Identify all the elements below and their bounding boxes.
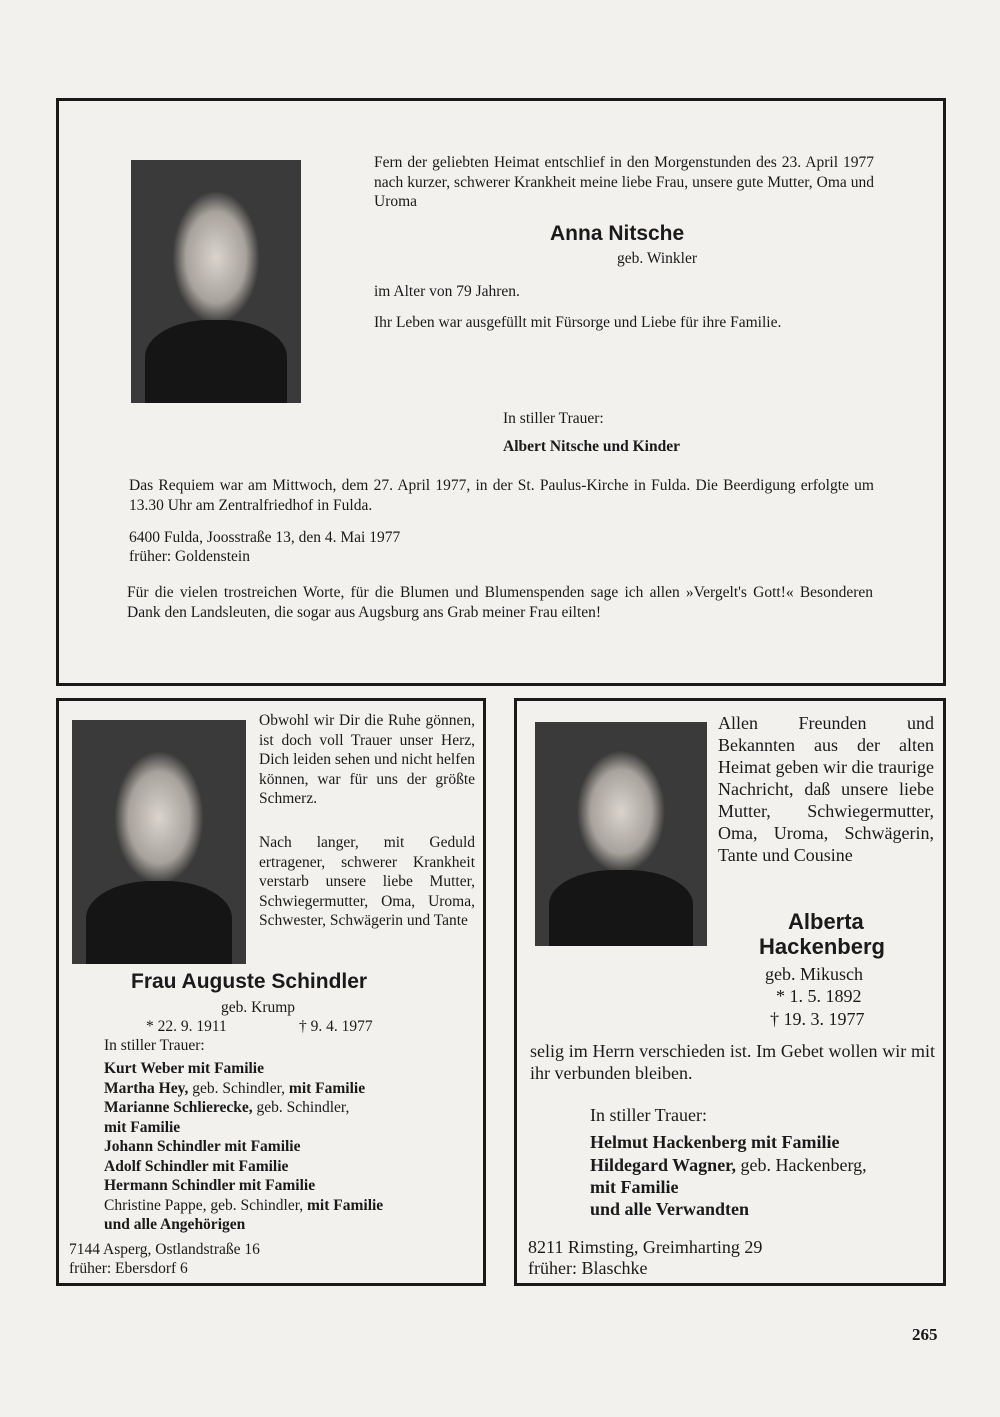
notice1-mourning-label: In stiller Trauer: bbox=[503, 410, 604, 427]
notice2-poem: Obwohl wir Dir die Ruhe gönnen, ist doch voll Trauer unser Herz, Dich leiden sehen und nicht helfen können, war für uns der größte Schmerz. bbox=[259, 712, 475, 807]
notice2-address: 7144 Asperg, Ostlandstraße 16 bbox=[69, 1241, 260, 1258]
notice2-former: früher: Ebersdorf 6 bbox=[69, 1260, 188, 1277]
mourner-line: und alle Angehörigen bbox=[104, 1216, 246, 1233]
notice1-address: 6400 Fulda, Joosstraße 13, den 4. Mai 1977 bbox=[129, 529, 401, 546]
notice1-requiem: Das Requiem war am Mittwoch, dem 27. April 1977, in der St. Paulus-Kirche in Fulda. Die Beerdigung erfolgte um 13.30 Uhr am Zentralfriedhof in Fulda. bbox=[129, 477, 874, 514]
portrait-auguste-schindler bbox=[72, 720, 246, 964]
notice1-age: im Alter von 79 Jahren. bbox=[374, 283, 520, 300]
notice1-name: Anna Nitsche bbox=[550, 222, 685, 245]
notice2-born: * 22. 9. 1911 bbox=[146, 1018, 227, 1035]
mourner-line: Adolf Schindler mit Familie bbox=[104, 1157, 289, 1175]
mourner-line: Johann Schindler mit Familie bbox=[104, 1138, 301, 1155]
notice3-text: Allen Freunden und Bekannten aus der alten Heimat geben wir die traurige Nachricht, daß unsere liebe Mutter, Schwiegermutter, Oma, Uroma, Schwägerin, Tante und Cousine bbox=[718, 713, 934, 865]
mourner-line: Kurt Weber mit Familie bbox=[104, 1060, 264, 1077]
notice2-mourning-label: In stiller Trauer: bbox=[104, 1037, 205, 1054]
mourner-line: mit Familie bbox=[104, 1118, 181, 1136]
notice1-intro: Fern der geliebten Heimat entschlief in den Morgenstunden des 23. April 1977 nach kurzer, schwerer Krankheit meine liebe Frau, unsere gute Mutter, Oma und Uroma bbox=[374, 154, 874, 210]
mourner-line: Martha Hey, geb. Schindler, mit Familie bbox=[104, 1079, 366, 1097]
notice1-thanks: Für die vielen trostreichen Worte, für die Blumen und Blumenspenden sage ich allen »Vergelt's Gott!« Besonderen Dank den Landsleuten, die sogar aus Augsburg ans Grab meiner Frau eilten! bbox=[127, 584, 873, 621]
mourner-line: Christine Pappe, geb. Schindler, mit Familie bbox=[104, 1196, 384, 1214]
notice3-address: 8211 Rimsting, Greimharting 29 bbox=[528, 1237, 763, 1257]
notice2-birth-name: geb. Krump bbox=[221, 999, 296, 1016]
notice2-name: Frau Auguste Schindler bbox=[131, 970, 368, 993]
notice1-mourners: Albert Nitsche und Kinder bbox=[503, 438, 680, 455]
notice3-name-line1: Alberta bbox=[788, 909, 864, 934]
notice2-mourner-list bbox=[104, 1059, 479, 1235]
notice3-closing: selig im Herrn verschieden ist. Im Gebet wollen wir mit ihr verbunden bleiben. bbox=[530, 1041, 935, 1083]
notice3-mourning-label: In stiller Trauer: bbox=[590, 1105, 707, 1125]
mourner-line: Hermann Schindler mit Familie bbox=[104, 1177, 316, 1194]
notice3-mourner4: und alle Verwandten bbox=[590, 1199, 750, 1219]
notice3-born: * 1. 5. 1892 bbox=[776, 986, 862, 1006]
portrait-alberta-hackenberg bbox=[535, 722, 707, 946]
notice1-life: Ihr Leben war ausgefüllt mit Fürsorge und Liebe für ihre Familie. bbox=[374, 314, 782, 331]
notice3-mourner2: Hildegard Wagner, geb. Hackenberg, bbox=[590, 1155, 867, 1175]
notice1-former: früher: Goldenstein bbox=[129, 548, 250, 565]
notice3-former: früher: Blaschke bbox=[528, 1258, 648, 1278]
notice3-name-line2: Hackenberg bbox=[759, 934, 885, 959]
notice3-birth-name: geb. Mikusch bbox=[765, 964, 863, 984]
notice2-died: † 9. 4. 1977 bbox=[299, 1018, 373, 1035]
notice3-died: † 19. 3. 1977 bbox=[770, 1009, 865, 1029]
notice2-text: Nach langer, mit Geduld ertragener, schwerer Krankheit verstarb unsere liebe Mutter, Schwiegermutter, Oma, Uroma, Schwester, Schwägerin und Tante bbox=[259, 834, 475, 929]
mourner-line: Marianne Schlierecke, geb. Schindler, bbox=[104, 1099, 350, 1116]
page-number: 265 bbox=[912, 1325, 938, 1344]
notice1-birth-name: geb. Winkler bbox=[617, 250, 698, 267]
notice3-mourner1: Helmut Hackenberg mit Familie bbox=[590, 1132, 840, 1152]
portrait-anna-nitsche bbox=[131, 160, 301, 403]
notice3-mourner3: mit Familie bbox=[590, 1177, 679, 1197]
